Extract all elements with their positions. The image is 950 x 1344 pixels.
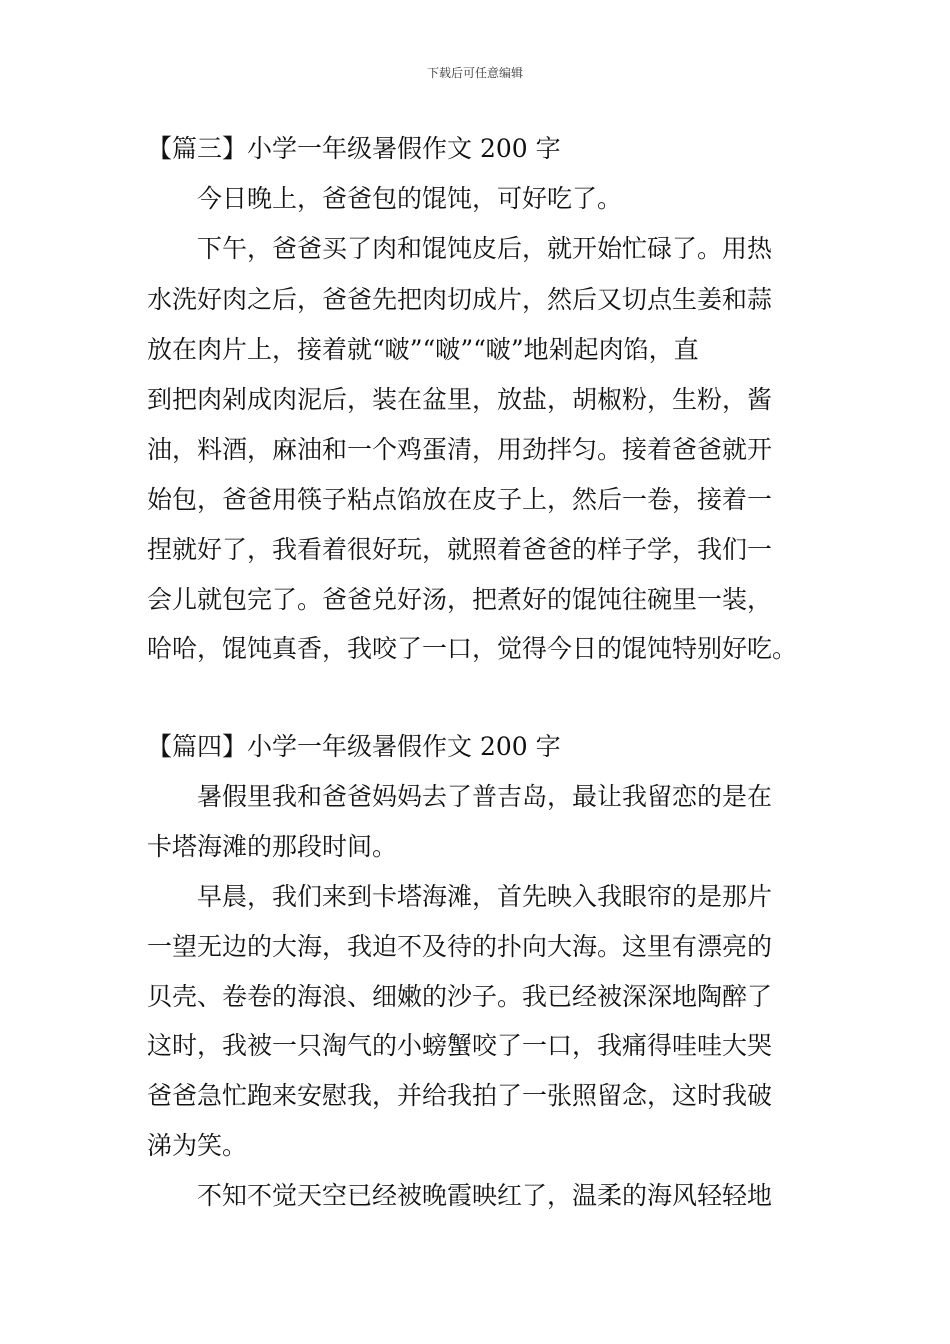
paragraph-line: 贝壳、卷卷的海浪、细嫩的沙子。我已经被深深地陶醉了	[147, 982, 773, 1011]
paragraph-line: 卡塔海滩的那段时间。	[147, 832, 398, 861]
paragraph-line: 油，料酒，麻油和一个鸡蛋清，用劲拌匀。接着爸爸就开	[147, 435, 773, 464]
paragraph-line: 爸爸急忙跑来安慰我，并给我拍了一张照留念，这时我破	[147, 1081, 773, 1110]
paragraph-line: 这时，我被一只淘气的小螃蟹咬了一口，我痛得哇哇大哭	[147, 1031, 773, 1060]
paragraph-line: 不知不觉天空已经被晚霞映红了，温柔的海风轻轻地	[197, 1181, 773, 1210]
paragraph-line: 哈哈，馄饨真香，我咬了一口，觉得今日的馄饨特别好吃。	[147, 634, 798, 663]
paragraph-line: 涕为笑。	[147, 1131, 248, 1160]
paragraph-line: 到把肉剁成肉泥后，装在盆里，放盐，胡椒粉，生粉，酱	[147, 385, 773, 414]
paragraph-line: 会儿就包完了。爸爸兑好汤，把煮好的馄饨往碗里一装，	[147, 585, 773, 614]
paragraph-line: 始包，爸爸用筷子粘点馅放在皮子上，然后一卷，接着一	[147, 485, 773, 514]
paragraph-line: 暑假里我和爸爸妈妈去了普吉岛，最让我留恋的是在	[197, 782, 773, 811]
article-title: 【篇四】小学一年级暑假作文 200 字	[147, 732, 561, 761]
paragraph-line: 放在肉片上，接着就“啵”“啵”“啵”地剁起肉馅，直	[147, 335, 699, 364]
paragraph-line: 一望无边的大海，我迫不及待的扑向大海。这里有漂亮的	[147, 932, 773, 961]
paragraph-line: 早晨，我们来到卡塔海滩，首先映入我眼帘的是那片	[197, 882, 773, 911]
article-title: 【篇三】小学一年级暑假作文 200 字	[147, 134, 561, 163]
page-header: 下载后可任意编辑	[426, 66, 523, 80]
paragraph-line: 捏就好了，我看着很好玩，就照着爸爸的样子学，我们一	[147, 535, 773, 564]
paragraph-line: 水洗好肉之后，爸爸先把肉切成片，然后又切点生姜和蒜	[147, 285, 773, 314]
paragraph-line: 下午，爸爸买了肉和馄饨皮后，就开始忙碌了。用热	[197, 234, 773, 263]
paragraph-line: 今日晚上，爸爸包的馄饨，可好吃了。	[197, 184, 623, 213]
